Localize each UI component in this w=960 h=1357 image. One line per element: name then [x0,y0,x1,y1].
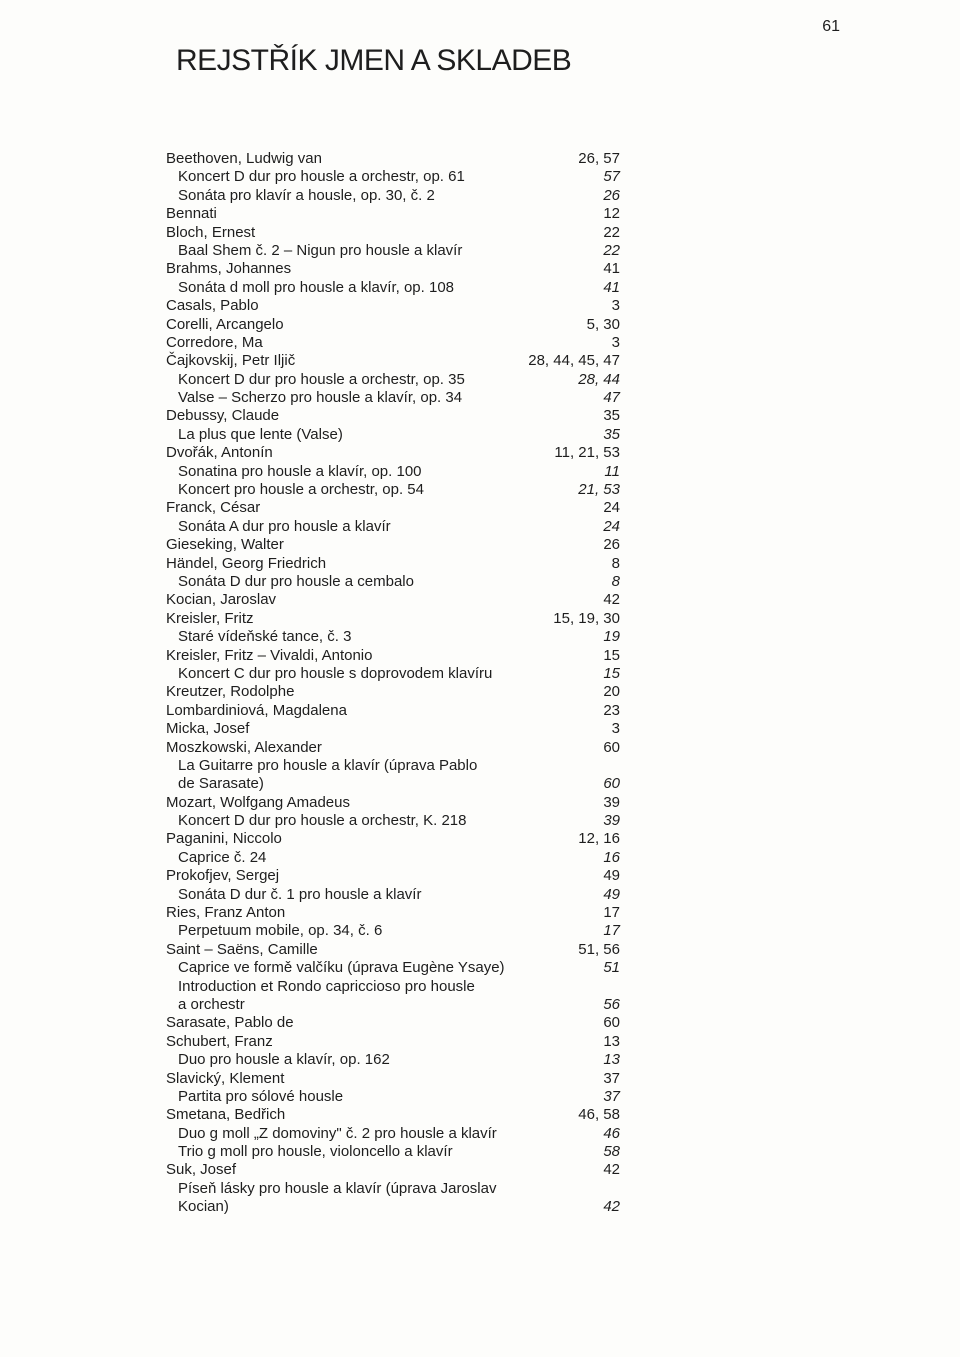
entry-label: Duo pro housle a klavír, op. 162 [178,1051,390,1069]
index-subentry [166,1198,620,1216]
entry-label: Sonáta pro klavír a housle, op. 30, č. 2 [178,186,435,204]
index-subentry [166,849,620,867]
entry-pages: 3 [611,297,620,315]
entry-pages: 19 [603,628,620,646]
entry-pages: 5, 30 [586,315,620,333]
entry-label: Slavický, Klement [166,1069,285,1087]
index-entry [166,316,620,334]
index-subentry [166,886,620,904]
entry-pages: 13 [603,1032,620,1050]
index-subentry [166,168,620,186]
entry-pages: 46, 58 [578,1106,620,1124]
index-subentry [166,1143,620,1161]
index-subentry [166,1180,620,1198]
entry-pages: 42 [603,591,620,609]
entry-pages: 46 [603,1124,620,1142]
entry-pages: 51, 56 [578,940,620,958]
entry-label: Sarasate, Pablo de [166,1014,294,1032]
entry-label: Beethoven, Ludwig van [166,150,322,167]
index-subentry [166,665,620,683]
entry-pages: 28, 44, 45, 47 [528,352,620,370]
entry-label: Kreisler, Fritz [166,609,254,627]
entry-label: Koncert D dur pro housle a orchestr, op. 61 [178,168,465,186]
entry-label: Píseň lásky pro housle a klavír (úprava Jaroslav [178,1179,497,1197]
entry-pages: 39 [603,812,620,830]
index-subentry [166,389,620,407]
entry-pages: 17 [603,922,620,940]
entry-label: Franck, César [166,499,261,517]
index-subentry [166,757,620,775]
index-entry [166,591,620,609]
entry-label: Saint – Saëns, Camille [166,940,318,958]
index-subentry [166,922,620,940]
index-entry [166,739,620,757]
entry-pages: 13 [603,1051,620,1069]
entry-label: Paganini, Niccolo [166,830,282,848]
entry-label: Ries, Franz Anton [166,904,286,922]
index-subentry [166,481,620,499]
index-entry [166,536,620,554]
index-subentry [166,959,620,977]
index-subentry [166,1088,620,1106]
entry-pages: 24 [603,517,620,535]
index-subentry [166,628,620,646]
index-list [166,150,620,1217]
index-entry [166,205,620,223]
entry-label: Staré vídeňské tance, č. 3 [178,628,352,646]
entry-pages: 57 [603,168,620,186]
entry-label: Sonatina pro housle a klavír, op. 100 [178,462,422,480]
entry-label: Kreutzer, Rodolphe [166,683,295,701]
entry-label: Händel, Georg Friedrich [166,554,327,572]
entry-label: Baal Shem č. 2 – Nigun pro housle a klavír [178,241,463,259]
entry-label: Gieseking, Walter [166,536,284,554]
entry-pages: 17 [603,904,620,922]
entry-pages: 58 [603,1143,620,1161]
index-entry [166,499,620,517]
entry-label: Koncert D dur pro housle a orchestr, op. 35 [178,370,465,388]
entry-label: Caprice č. 24 [178,848,267,866]
index-entry [166,297,620,315]
index-subentry [166,187,620,205]
index-entry [166,555,620,573]
entry-label: Sonáta A dur pro housle a klavír [178,517,391,535]
entry-pages: 26, 57 [578,150,620,167]
entry-label: Prokofjev, Sergej [166,867,280,885]
index-subentry [166,996,620,1014]
entry-pages: 15, 19, 30 [553,609,620,627]
index-subentry [166,426,620,444]
index-subentry [166,1125,620,1143]
index-entry [166,352,620,370]
entry-pages: 26 [603,186,620,204]
page-title: REJSTŘÍK JMEN A SKLADEB [176,44,572,77]
entry-label: Sonáta D dur pro housle a cembalo [178,572,414,590]
entry-label: Kocian, Jaroslav [166,591,277,609]
index-entry [166,334,620,352]
entry-label: Perpetuum mobile, op. 34, č. 6 [178,922,383,940]
index-subentry [166,573,620,591]
index-subentry [166,242,620,260]
index-entry [166,444,620,462]
index-entry [166,1014,620,1032]
entry-pages: 49 [603,885,620,903]
entry-pages: 22 [603,223,620,241]
index-entry [166,941,620,959]
entry-pages: 24 [603,499,620,517]
entry-pages: 56 [603,995,620,1013]
entry-pages: 8 [611,572,620,590]
entry-pages: 15 [603,664,620,682]
entry-pages: 8 [611,554,620,572]
entry-label: Bloch, Ernest [166,223,256,241]
entry-pages: 51 [603,959,620,977]
entry-pages: 42 [603,1161,620,1179]
index-subentry [166,371,620,389]
entry-pages: 35 [603,425,620,443]
entry-pages: 22 [603,241,620,259]
index-subentry [166,518,620,536]
index-entry [166,794,620,812]
entry-label: Suk, Josef [166,1161,237,1179]
entry-pages: 3 [611,333,620,351]
entry-label: Koncert C dur pro housle s doprovodem klavíru [178,664,493,682]
entry-pages: 47 [603,389,620,407]
index-entry [166,224,620,242]
entry-label: Mozart, Wolfgang Amadeus [166,793,350,811]
index-entry [166,1161,620,1179]
entry-pages: 49 [603,867,620,885]
entry-label: Corelli, Arcangelo [166,315,284,333]
entry-label: Corredore, Ma [166,333,263,351]
entry-label: Casals, Pablo [166,297,259,315]
entry-label: Kocian) [178,1198,229,1216]
entry-pages: 11, 21, 53 [554,444,620,462]
entry-label: Smetana, Bedřich [166,1106,286,1124]
entry-pages: 37 [603,1069,620,1087]
index-subentry [166,279,620,297]
entry-pages: 15 [603,646,620,664]
entry-pages: 21, 53 [578,481,620,499]
entry-pages: 37 [603,1087,620,1105]
entry-label: Debussy, Claude [166,407,280,425]
entry-pages: 23 [603,701,620,719]
entry-label: Čajkovskij, Petr Iljič [166,352,296,370]
entry-pages: 12 [603,205,620,223]
index-entry [166,683,620,701]
entry-label: Dvořák, Antonín [166,444,273,462]
index-subentry [166,775,620,793]
entry-label: Schubert, Franz [166,1032,273,1050]
index-entry [166,647,620,665]
entry-label: Koncert pro housle a orchestr, op. 54 [178,481,424,499]
index-entry [166,150,620,168]
entry-label: Brahms, Johannes [166,260,292,278]
entry-pages: 60 [603,738,620,756]
entry-pages: 60 [603,1014,620,1032]
index-entry [166,260,620,278]
index-entry [166,407,620,425]
entry-pages: 3 [611,720,620,738]
entry-label: Kreisler, Fritz – Vivaldi, Antonio [166,646,373,664]
entry-pages: 28, 44 [578,370,620,388]
index-entry [166,1033,620,1051]
entry-pages: 12, 16 [578,830,620,848]
entry-pages: 60 [603,775,620,793]
entry-label: Sonáta d moll pro housle a klavír, op. 108 [178,278,455,296]
index-entry [166,1070,620,1088]
index-entry [166,904,620,922]
entry-label: de Sarasate) [178,775,264,793]
index-entry [166,830,620,848]
index-entry [166,867,620,885]
entry-pages: 35 [603,407,620,425]
entry-label: Koncert D dur pro housle a orchestr, K. 218 [178,812,467,830]
entry-pages: 26 [603,536,620,554]
index-entry [166,720,620,738]
entry-pages: 39 [603,793,620,811]
entry-label: Duo g moll „Z domoviny" č. 2 pro housle a klavír [178,1124,497,1142]
entry-pages: 20 [603,683,620,701]
entry-label: a orchestr [178,995,245,1013]
entry-label: Introduction et Rondo capriccioso pro housle [178,977,475,995]
index-subentry [166,978,620,996]
index-entry [166,702,620,720]
entry-label: La Guitarre pro housle a klavír (úprava Pablo [178,756,478,774]
entry-label: Lombardiniová, Magdalena [166,701,347,719]
index-subentry [166,463,620,481]
entry-label: Bennati [166,205,217,223]
entry-label: Partita pro sólové housle [178,1087,344,1105]
entry-label: Moszkowski, Alexander [166,738,322,756]
entry-label: Micka, Josef [166,720,250,738]
entry-pages: 16 [603,848,620,866]
index-entry [166,1106,620,1124]
entry-label: Sonáta D dur č. 1 pro housle a klavír [178,885,422,903]
index-entry [166,610,620,628]
entry-label: Trio g moll pro housle, violoncello a klavír [178,1143,453,1161]
entry-label: La plus que lente (Valse) [178,425,343,443]
entry-pages: 42 [603,1198,620,1216]
entry-pages: 11 [604,462,620,480]
entry-label: Caprice ve formě valčíku (úprava Eugène Ysaye) [178,959,505,977]
entry-pages: 41 [603,260,620,278]
index-subentry [166,812,620,830]
page-number: 61 [822,18,840,35]
index-subentry [166,1051,620,1069]
entry-pages: 41 [603,278,620,296]
entry-label: Valse – Scherzo pro housle a klavír, op. 34 [178,389,463,407]
